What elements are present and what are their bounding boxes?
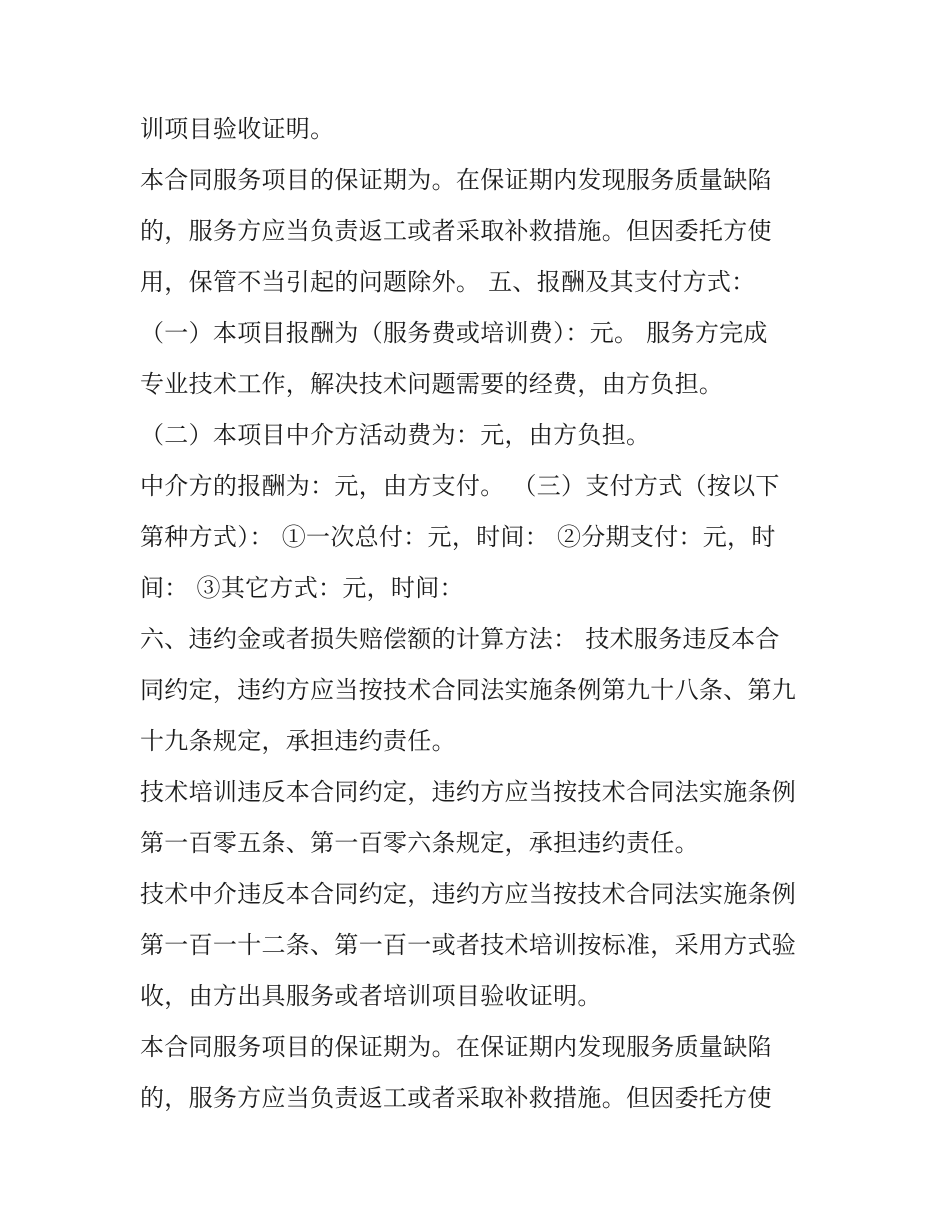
text-line: 收，由方出具服务或者培训项目验收证明。	[140, 982, 602, 1010]
text-line: （二）本项目中介方活动费为：元，由方负担。	[140, 421, 651, 449]
text-line: 十九条规定，承担违约责任。	[140, 727, 456, 755]
text-line: 技术中介违反本合同约定，违约方应当按技术合同法实施条例	[140, 880, 797, 908]
text-line: 用，保管不当引起的问题除外。 五、报酬及其支付方式：	[140, 268, 756, 296]
text-line: 六、违约金或者损失赔偿额的计算方法： 技术服务违反本合	[140, 625, 780, 653]
text-line: 第种方式）： ①一次总付：元，时间： ②分期支付：元，时	[140, 523, 776, 551]
text-line: 专业技术工作，解决技术问题需要的经费，由方负担。	[140, 370, 724, 398]
text-line: 同约定，违约方应当按技术合同法实施条例第九十八条、第九	[140, 676, 797, 704]
text-line: 第一百零五条、第一百零六条规定，承担违约责任。	[140, 829, 699, 857]
text-line: （一）本项目报酬为（服务费或培训费）：元。 服务方完成	[140, 319, 768, 347]
text-line: 训项目验收证明。	[140, 115, 335, 143]
text-line: 本合同服务项目的保证期为。在保证期内发现服务质量缺陷	[140, 1033, 772, 1061]
text-line: 第一百一十二条、第一百一或者技术培训按标准，采用方式验	[140, 931, 797, 959]
text-line: 技术培训违反本合同约定，违约方应当按技术合同法实施条例	[140, 778, 797, 806]
text-line: 中介方的报酬为：元，由方支付。 （三）支付方式（按以下	[140, 472, 780, 500]
text-line: 的，服务方应当负责返工或者采取补救措施。但因委托方使	[140, 217, 772, 245]
text-line: 本合同服务项目的保证期为。在保证期内发现服务质量缺陷	[140, 166, 772, 194]
text-line: 间： ③其它方式：元，时间：	[140, 574, 464, 602]
text-line: 的，服务方应当负责返工或者采取补救措施。但因委托方使	[140, 1084, 772, 1112]
